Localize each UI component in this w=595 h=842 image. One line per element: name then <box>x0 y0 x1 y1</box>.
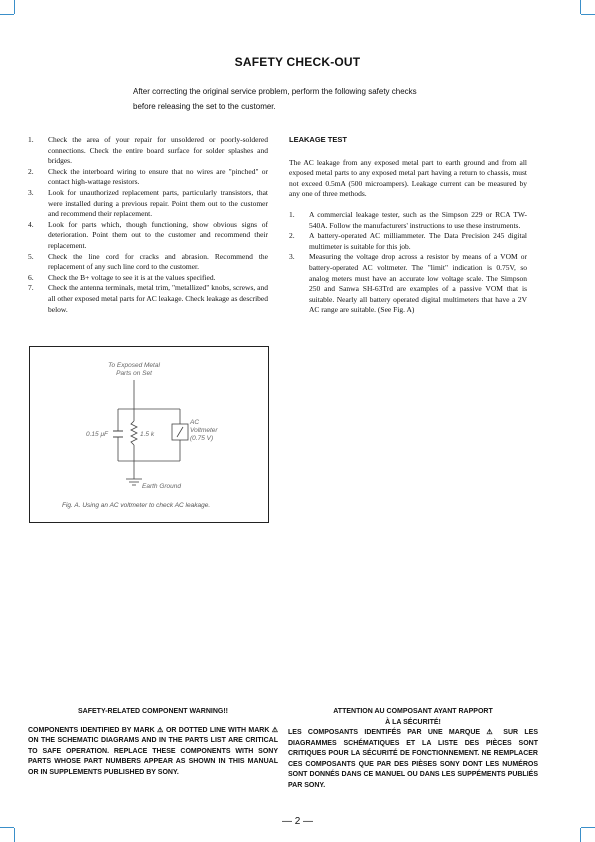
crop-mark <box>14 828 15 842</box>
item-text: Check the line cord for cracks and abrasion. Recommend the replacement of any such line cord to the customer. <box>48 251 268 272</box>
warning-title-fr-2: À LA SÉCURITÉ! <box>385 718 441 726</box>
voltmeter-needle <box>177 427 183 437</box>
list-item <box>289 231 527 252</box>
item-text: Measuring the voltage drop across a resistor by means of a VOM or battery-operated AC voltmeter. The "limit" indication is 0.75V, so analog meters must have an accurate low voltage scale. The Simpson 250 and Sanwa SH-63Trd are examples of a passive VOM that is suitable. Nearly all battery operated digital multimeters that have a 2V AC range are suitable. (See Fig. A) <box>309 252 527 315</box>
item-number: 5. <box>28 251 34 261</box>
safety-warning-english <box>28 707 278 778</box>
item-text: A commercial leakage tester, such as the Simpson 229 or RCA TW-540A. Follow the manufacturers' instructions to use these instruments. <box>309 209 527 230</box>
crop-mark <box>580 828 581 842</box>
item-number: 2. <box>289 231 295 241</box>
figure-caption: Fig. A. Using an AC voltmeter to check AC leakage. <box>62 502 211 509</box>
item-text: Look for unauthorized replacement parts, particularly transistors, that were installed during a previous repair. Point them out to the customer and recommend their replacement. <box>48 187 268 219</box>
leakage-test-section <box>289 135 527 316</box>
crop-mark <box>580 0 581 14</box>
list-item <box>28 167 268 188</box>
capacitor-label: 0.15 μF <box>86 431 108 438</box>
list-item <box>28 252 268 273</box>
safety-warning-french <box>288 707 538 791</box>
item-number: 7. <box>28 283 34 293</box>
page-title: SAFETY CHECK-OUT <box>234 55 361 69</box>
circuit-wires <box>118 380 180 479</box>
list-item <box>289 210 527 231</box>
item-text: Check the antenna terminals, metal trim, "metallized" knobs, screws, and all other exposed metal parts for AC leakage. Check leakage as described below. <box>48 283 268 314</box>
item-text: A battery-operated AC milliammeter. The Data Precision 245 digital multimeter is suitable for this job. <box>309 231 527 251</box>
meter-label-1: AC <box>190 419 200 426</box>
list-item <box>28 220 268 252</box>
top-label-1: To Exposed Metal <box>108 362 160 369</box>
item-text: Check the B+ voltage to see it is at the values specified. <box>48 272 216 282</box>
section-heading: LEAKAGE TEST <box>289 135 347 144</box>
page-number: — 2 — <box>281 816 314 827</box>
resistor-label: 1.5 k <box>140 431 155 438</box>
top-label-2: Parts on Set <box>116 370 152 377</box>
circuit-diagram <box>30 347 268 522</box>
meter-label-3: (0.75 V) <box>190 435 214 442</box>
item-number: 1. <box>28 135 34 144</box>
crop-mark <box>0 14 14 15</box>
list-item <box>28 135 268 167</box>
warning-body-fr: LES COMPOSANTS IDENTIFÉS PAR UNE MARQUE ⚠ SUR LES DIAGRAMMES SCHÉMATIQUES ET LA LISTE DES PIÈCES SONT CRITIQUES POUR LA SÉCURITÉ DE FONCTIONNEMENT. NE REMPLACER CES COMPOSANTS QUE PAR DES PIÈSES SONY DONT LES NUMÉROS SONT DONNÉS DANS CE MANUEL OU DANS LES SUPPÉMENTS PUBLIÉS PAR SONY. <box>288 729 538 789</box>
item-number: 1. <box>289 209 295 219</box>
list-item <box>28 283 268 315</box>
warning-body: COMPONENTS IDENTIFIED BY MARK ⚠ OR DOTTED LINE WITH MARK ⚠ ON THE SCHEMATIC DIAGRAMS AND IN THE PARTS LIST ARE CRITICAL TO SAFE OPERATION. REPLACE THESE COMPONENTS WITH SONY PARTS WHOSE PART NUMBERS APPEAR AS SHOWN IN THIS MANUAL OR IN SUPPLEMENTS PUBLISHED BY SONY. <box>28 726 278 776</box>
item-text: Look for parts which, though functioning, show obvious signs of deterioration. Point them out to the customer and recommend their replacement. <box>48 219 268 250</box>
item-number: 3. <box>28 187 34 197</box>
safety-check-list <box>28 135 268 315</box>
list-item <box>289 252 527 316</box>
item-text: Check the area of your repair for unsoldered or poorly-soldered connections. Check the entire board surface for solder splashes and bridges. <box>48 135 268 166</box>
intro-paragraph: After correcting the original service problem, perform the following safety checks before releasing the set to the customer. <box>133 87 417 111</box>
warning-title-fr-1: ATTENTION AU COMPOSANT AYANT RAPPORT <box>333 708 493 715</box>
item-number: 4. <box>28 219 34 229</box>
list-item <box>28 273 268 284</box>
crop-mark <box>14 0 15 14</box>
leakage-circuit-figure <box>29 346 269 523</box>
capacitor-symbol <box>113 431 123 437</box>
item-number: 6. <box>28 272 34 282</box>
crop-mark <box>581 827 595 828</box>
list-item <box>28 188 268 220</box>
ground-label: Earth Ground <box>142 483 182 490</box>
ground-icon <box>126 479 142 485</box>
crop-mark <box>581 14 595 15</box>
warning-title: SAFETY-RELATED COMPONENT WARNING!! <box>78 708 228 715</box>
meter-label-2: Voltmeter <box>190 427 218 434</box>
item-number: 2. <box>28 166 34 176</box>
item-text: Check the interboard wiring to ensure that no wires are "pinched" or contact high-wattage resistors. <box>48 166 268 187</box>
leakage-body: The AC leakage from any exposed metal part to earth ground and from all exposed metal parts to any exposed metal part having a return to chassis, must not exceed 0.5mA (500 microampers). Leakage current can be measured by any one of three methods. <box>289 157 527 199</box>
item-number: 3. <box>289 252 295 262</box>
crop-mark <box>0 827 14 828</box>
